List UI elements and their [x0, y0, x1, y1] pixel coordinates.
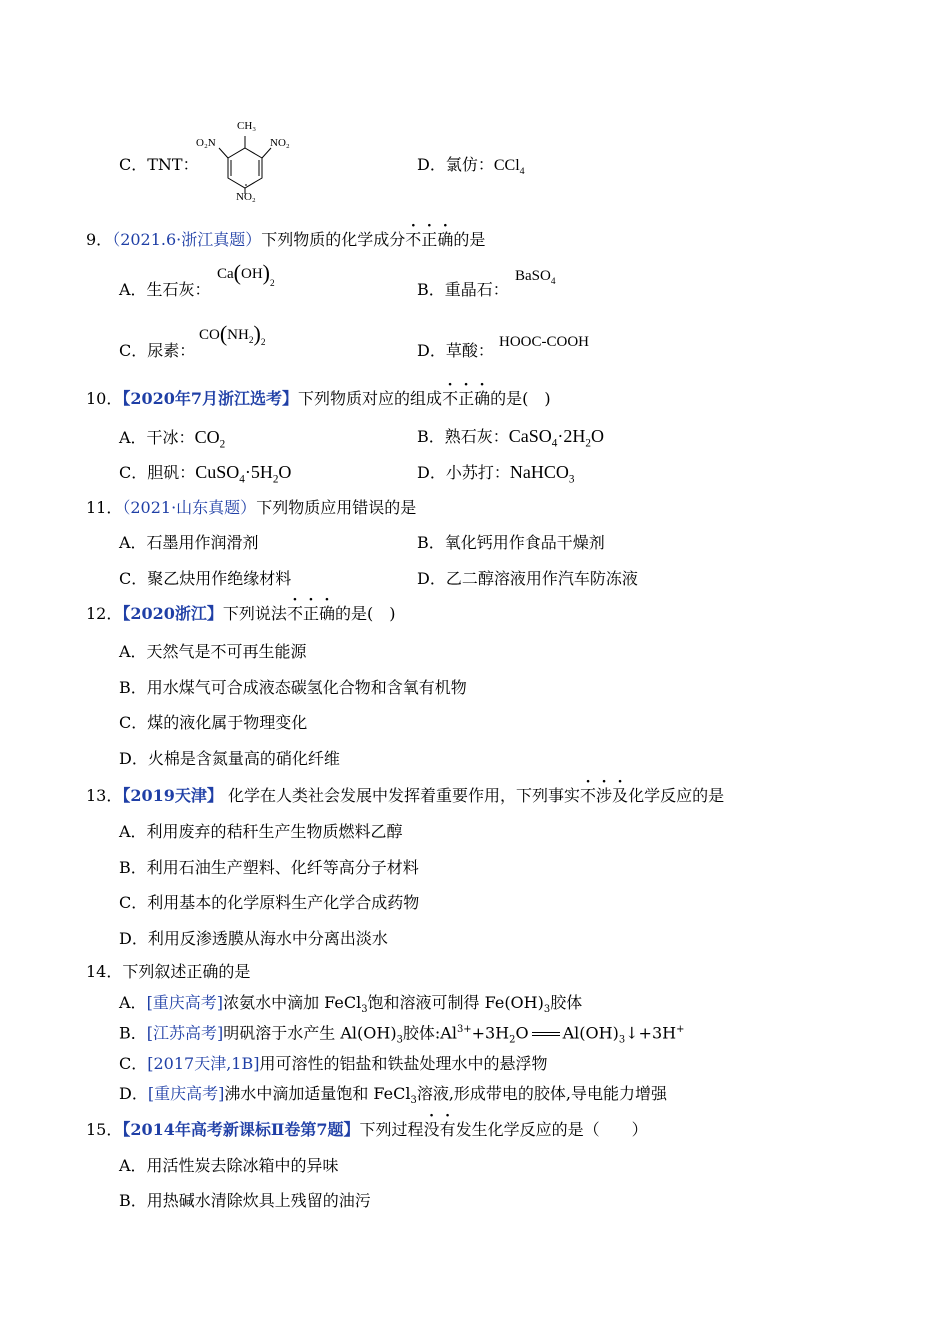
q13-option-c: C．利用基本的化学原料生产化学合成药物 [119, 893, 420, 912]
equilibrium-sign-icon [532, 1032, 560, 1036]
q12-option-a: A．天然气是不可再生能源 [119, 642, 307, 661]
q13-option-b: B．利用石油生产塑料、化纤等高分子材料 [119, 858, 419, 877]
q12-option-c: C．煤的液化属于物理变化 [119, 713, 308, 732]
tnt-no2-right-label: NO₂ [270, 137, 290, 149]
tnt-no2-bottom-label: NO₂ [236, 191, 256, 202]
q8-option-d-formula: CCl$_4$ [493, 157, 525, 178]
q14-option-a-source: [重庆高考] [146, 993, 224, 1012]
q11-option-c: C．聚乙炔用作绝缘材料 [119, 569, 292, 588]
q13-stem: 13．【2019天津】 化学在人类社会发展中发挥着重要作用，下列事实不涉及化学反应的是 [86, 786, 725, 805]
q12-stem: 12．【2020浙江】下列说法不正确的是( ) [86, 604, 396, 623]
q10-source: 【2020年7月浙江选考】 [122, 389, 299, 408]
q11-source: （2021·山东真题） [122, 498, 257, 517]
tnt-ch3-label: CH₃ [237, 120, 257, 132]
q9-option-c-formula: $CO(NH_2)_2$ [199, 321, 266, 348]
q11-option-d: D．乙二醇溶液用作汽车防冻液 [417, 569, 638, 588]
q11-option-a: A．石墨用作润滑剂 [119, 533, 259, 552]
q10-number: 10． [86, 389, 123, 408]
q15-source: 【2014年高考新课标Ⅱ卷第7题】 [122, 1120, 360, 1139]
tnt-o2n-label: O₂N [196, 137, 216, 149]
q12-source: 【2020浙江】 [122, 604, 223, 623]
q14-option-b-source: [江苏高考] [146, 1023, 224, 1043]
q13-option-a: A．利用废弃的秸秆生产生物质燃料乙醇 [119, 822, 403, 841]
q13-option-d: D．利用反渗透膜从海水中分离出淡水 [119, 929, 388, 948]
q8-option-c-label: C．TNT： [119, 155, 199, 174]
q15-option-b: B．用热碱水清除炊具上残留的油污 [119, 1191, 371, 1210]
q9-option-d-formula: HOOC-COOH [499, 334, 589, 350]
q9-number: 9． [86, 230, 113, 249]
q12-option-b: B．用水煤气可合成液态碳氢化合物和含氧有机物 [119, 678, 467, 697]
q9-option-b-formula: BaSO$_4$ [515, 268, 556, 287]
q11-option-b: B．氧化钙用作食品干燥剂 [417, 533, 605, 552]
q15-stem: 15．【2014年高考新课标Ⅱ卷第7题】下列过程没有发生化学反应的是（ ） [86, 1120, 648, 1139]
q11-stem: 11．（2021·山东真题）下列物质应用错误的是 [86, 498, 417, 517]
q10-option-a: A．干冰：$CO_2$ [119, 427, 226, 451]
q14-option-c-source: [2017天津,1B] [147, 1054, 260, 1073]
q10-option-d: D．小苏打：NaHCO$_3$ [417, 462, 575, 486]
q8-option-d-label: D．氯仿： [417, 155, 494, 174]
q9-option-b-label: B．重晶石： [417, 280, 509, 299]
q10-option-b: B．熟石灰：$CaSO_4\cdot 2H_2O$ [417, 426, 604, 450]
q12-option-d: D．火棉是含氮量高的硝化纤维 [119, 749, 340, 768]
q14-option-a: A．[重庆高考]浓氨水中滴加 FeCl$_3$饱和溶液可制得 $Fe(OH)_3$胶体 [119, 993, 583, 1016]
q10-stem: 10．【2020年7月浙江选考】下列物质对应的组成不正确的是( ) [86, 389, 551, 408]
q9-option-d-label: D．草酸： [417, 341, 494, 360]
tnt-structure [193, 114, 303, 202]
q9-stem: 9．（2021.6·浙江真题）下列物质的化学成分不正确的是 [86, 230, 486, 249]
q14-option-b: B．[江苏高考]明矾溶于水产生 $Al(OH)_3$胶体$:Al^{3+}+3H_2O$ $Al(OH)_3↓+3H^+$ [119, 1023, 685, 1046]
q13-source: 【2019天津】 [122, 786, 223, 805]
q9-source: （2021.6·浙江真题） [112, 230, 262, 249]
q9-option-c-label: C．尿素： [119, 341, 196, 360]
q14-option-d-source: [重庆高考] [147, 1084, 225, 1103]
q14-stem: 14．下列叙述正确的是 [86, 962, 251, 981]
q10-option-c: C．胆矾：$CuSO_4\cdot 5H_2O$ [119, 462, 292, 486]
q15-option-a: A．用活性炭去除冰箱中的异味 [119, 1156, 339, 1175]
q9-option-a-label: A．生石灰： [119, 280, 211, 299]
q9-option-a-formula: $Ca(OH)_2$ [217, 260, 275, 289]
q14-option-d: D．[重庆高考]沸水中滴加适量饱和 FeCl$_3$溶液,形成带电的胶体,导电能力增强 [119, 1084, 667, 1107]
q14-option-c: C．[2017天津,1B]用可溶性的铝盐和铁盐处理水中的悬浮物 [119, 1054, 548, 1073]
q8-option-d [417, 157, 525, 177]
